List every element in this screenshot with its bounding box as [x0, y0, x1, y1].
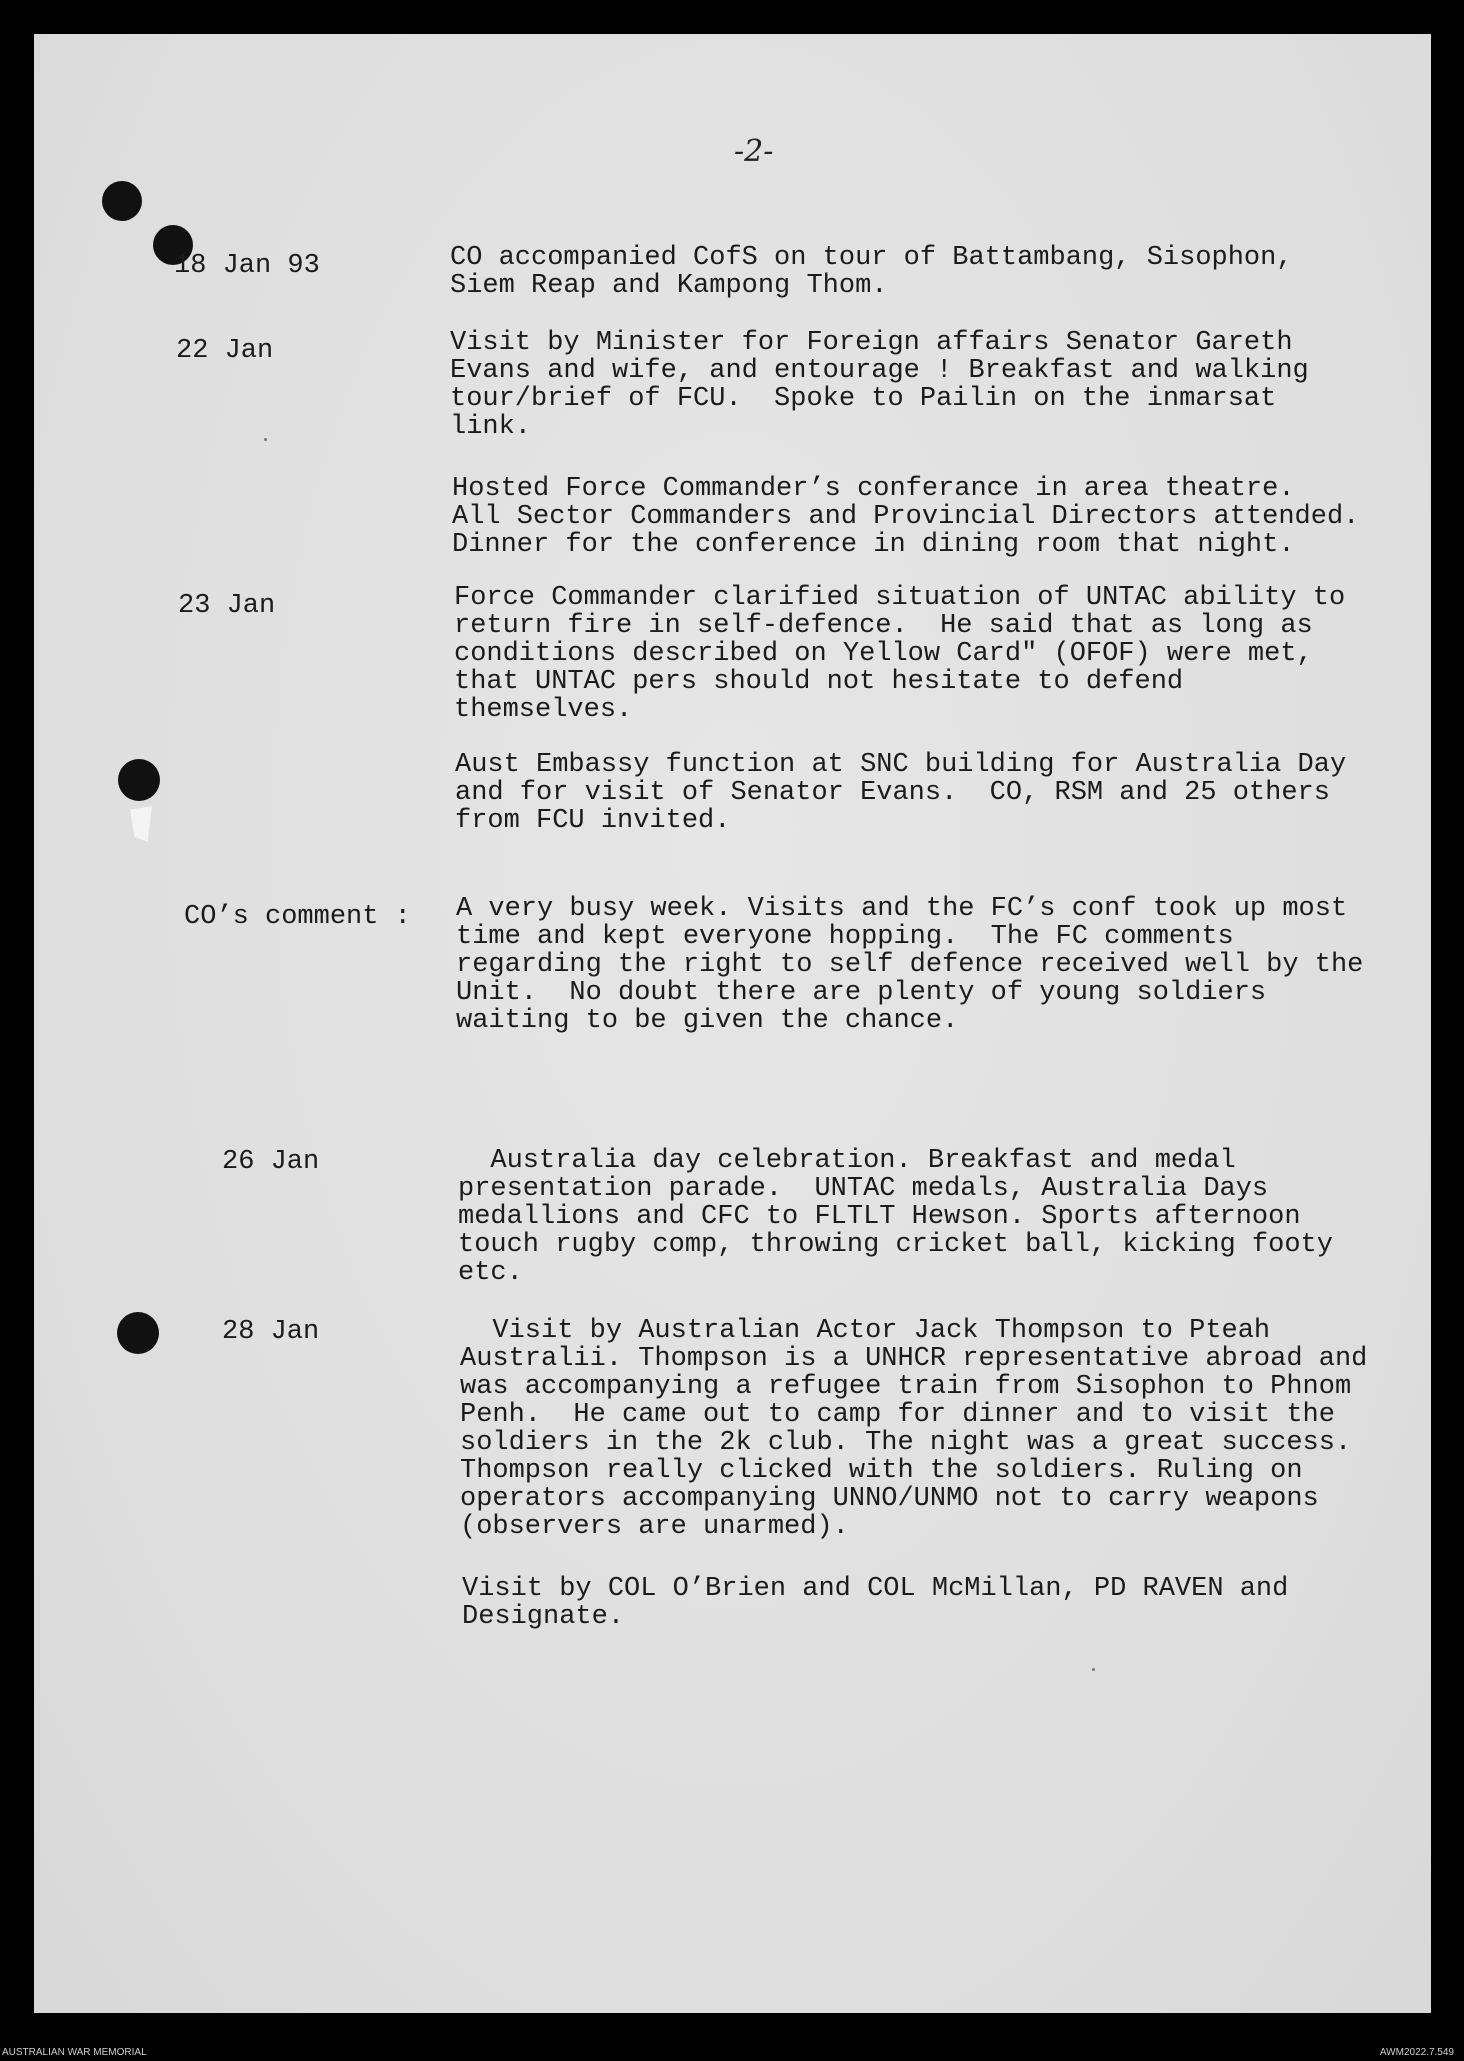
paper-fleck — [264, 438, 267, 441]
entry-date: 23 Jan — [178, 591, 276, 621]
entry-date: 26 Jan — [222, 1147, 320, 1177]
entry-text: Visit by COL O’Brien and COL McMillan, PD RAVEN and Designate. — [462, 1574, 1289, 1632]
footer-credit: AUSTRALIAN WAR MEMORIAL — [2, 2047, 147, 2058]
document-page — [34, 34, 1431, 2013]
punch-hole-4 — [117, 1312, 159, 1354]
footer-accession-number: AWM2022.7.549 — [1379, 2047, 1454, 2058]
entry-date: 22 Jan — [176, 336, 274, 366]
entry-text: Aust Embassy function at SNC building for Australia Day and for visit of Senator Evans. CO, RSM and 25 others from FCU invited. — [455, 750, 1347, 836]
entry-text: CO accompanied CofS on tour of Battambang, Sisophon, Siem Reap and Kampong Thom. — [450, 243, 1293, 301]
entry-date: 28 Jan — [222, 1317, 320, 1347]
entry-text: Force Commander clarified situation of UNTAC ability to return fire in self-defence. He said that as long as conditions described on Yellow Card" (OFOF) were met, that UNTAC pers should not hesitate to defend themselves. — [454, 583, 1346, 725]
paper-tear — [130, 806, 152, 842]
punch-hole-1 — [102, 181, 142, 221]
page-number: -2- — [734, 134, 774, 169]
entry-text: Visit by Australian Actor Jack Thompson to Pteah Australii. Thompson is a UNHCR representative abroad and was accompanying a refugee train from Sisophon to Phnom Penh. He came out to camp for dinner and to visit the soldiers in the 2k club. The night was a great success. Thompson really clicked with the soldiers. Ruling on operators accompanying UNNO/UNMO not to carry weapons (observers are unarmed). — [460, 1316, 1368, 1542]
punch-hole-3 — [118, 759, 160, 801]
entry-text: Australia day celebration. Breakfast and medal presentation parade. UNTAC medals, Australia Days medallions and CFC to FLTLT Hewson. Sports afternoon touch rugby comp, throwing cricket ball, kicking footy etc. — [458, 1146, 1333, 1288]
comment-text: A very busy week. Visits and the FC’s conf took up most time and kept everyone hopping. The FC comments regarding the right to self defence received well by the Unit. No doubt there are plenty of young soldiers waiting to be given the chance. — [456, 894, 1364, 1036]
paper-fleck — [1092, 1668, 1095, 1671]
entry-date: 18 Jan 93 — [174, 251, 320, 281]
entry-text: Hosted Force Commander’s conferance in area theatre. All Sector Commanders and Provincial Directors attended. Dinner for the conference in dining room that night. — [452, 474, 1360, 560]
comment-label: CO’s comment : — [184, 902, 411, 932]
entry-text: Visit by Minister for Foreign affairs Senator Gareth Evans and wife, and entourage ! Breakfast and walking tour/brief of FCU. Spoke to Pailin on the inmarsat link. — [450, 328, 1309, 442]
